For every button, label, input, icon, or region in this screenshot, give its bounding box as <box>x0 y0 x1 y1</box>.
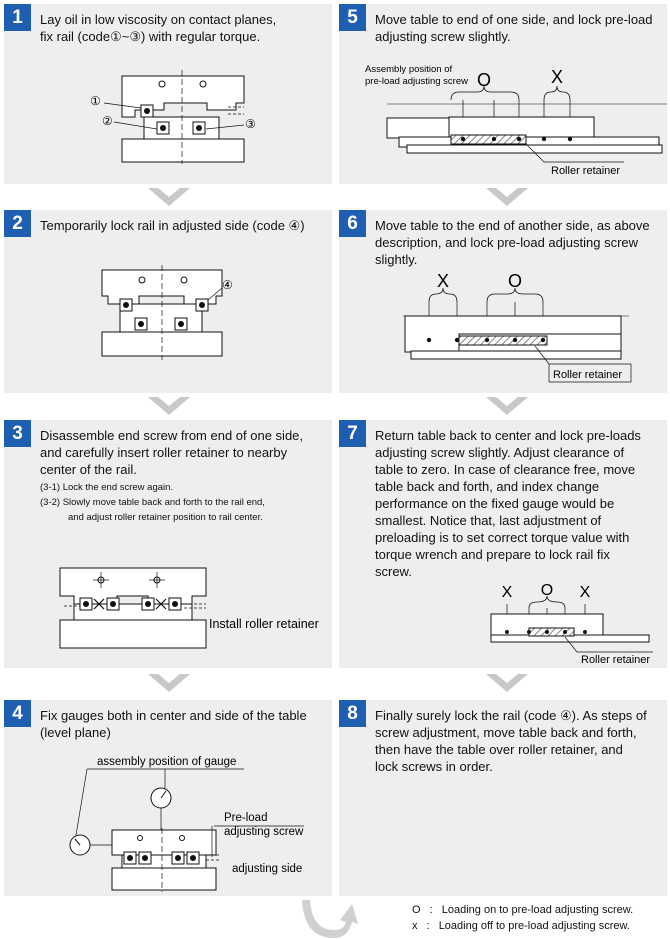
step-title: Temporarily lock rail in adjusted side (code ④) <box>40 218 305 233</box>
down-arrow <box>144 395 194 417</box>
step-3-diagram <box>4 420 332 668</box>
install-retainer-label: Install roller retainer <box>209 617 319 631</box>
step-number: 6 <box>339 210 366 237</box>
code-3-label: ③ <box>245 117 256 131</box>
code-4-label: ④ <box>222 278 233 292</box>
step-4-diagram <box>4 700 332 896</box>
roller-retainer-label: Roller retainer <box>553 369 623 381</box>
step-5-diagram <box>339 4 667 184</box>
return-arrow-icon <box>300 896 360 939</box>
step-number: 1 <box>4 4 31 31</box>
gauge-position-label: assembly position of gauge <box>97 756 237 768</box>
assembly-label: Assembly position of <box>365 64 453 75</box>
preload-label: Pre-load <box>224 812 268 824</box>
step-title: Fix gauges both in center and side of the table (level plane) <box>40 708 307 740</box>
step-title: Disassemble end screw from end of one side, and carefully insert roller retainer to nearby center of the rail. <box>40 428 304 477</box>
step-2-panel <box>4 210 332 393</box>
step-5-panel <box>339 4 667 184</box>
legend-symbol: O <box>412 904 421 916</box>
down-arrow <box>144 672 194 694</box>
load-on-mark: O <box>476 70 492 90</box>
code-1-label: ① <box>90 94 101 108</box>
step-number: 7 <box>339 420 366 447</box>
step-6-diagram <box>339 210 667 393</box>
step-number: 2 <box>4 210 31 237</box>
load-on-mark: O <box>507 271 523 291</box>
step-number: 4 <box>4 700 31 727</box>
legend-text: Loading off to pre-load adjusting screw. <box>438 920 630 932</box>
legend-symbol: x <box>412 920 418 932</box>
step-sub-notes: (3-1) Lock the end screw again. (3-2) Slowly move table back and forth to the rail end, and adjust roller retainer position to rail center. <box>40 482 265 523</box>
step-number: 3 <box>4 420 31 447</box>
legend-text: Loading on to pre-load adjusting screw. <box>441 904 634 916</box>
step-1-panel <box>4 4 332 184</box>
down-arrow <box>482 395 532 417</box>
step-number: 5 <box>339 4 366 31</box>
code-2-label: ② <box>102 114 113 128</box>
step-title: Finally surely lock the rail (code ④). As steps of screw adjustment, move table back and forth, then have the table over roller retainer, and lock screws in order. <box>375 708 647 774</box>
legend-on: O : Loading on to pre-load adjusting screw. <box>412 904 634 916</box>
down-arrow <box>482 672 532 694</box>
step-7-diagram <box>339 420 667 668</box>
step-4-panel <box>4 700 332 896</box>
preload-label-2: adjusting screw <box>224 826 304 838</box>
step-8-panel <box>339 700 667 896</box>
step-7-panel <box>339 420 667 668</box>
load-off-mark: X <box>550 67 564 87</box>
step-title: Move table to end of one side, and lock pre-load adjusting screw slightly. <box>375 12 653 44</box>
adjusting-side-label: adjusting side <box>232 863 303 875</box>
roller-retainer-label: Roller retainer <box>551 165 621 177</box>
step-1-diagram <box>4 4 332 184</box>
load-on-mark: O <box>540 582 554 599</box>
step-title: Lay oil in low viscosity on contact planes, fix rail (code①~③) with regular torque. <box>40 12 277 44</box>
load-off-mark: X <box>501 584 513 601</box>
down-arrow <box>144 186 194 208</box>
step-6-panel <box>339 210 667 393</box>
load-off-mark: X <box>436 271 450 291</box>
step-2-diagram <box>4 210 332 393</box>
load-off-mark-2: X <box>579 584 591 601</box>
step-title: Return table back to center and lock pre-loads adjusting screw slightly. Adjust clearance of table to zero. In case of clearance free, move table back and forth, and index change performance on the fixed gauge would be smallest. Notice that, last adjustment of preloading is to set correct torque value with torque wrench and prepare to lock rail fix screw. <box>375 428 641 579</box>
step-3-panel <box>4 420 332 668</box>
step-title: Move table to the end of another side, as above description, and lock pre-load adjusting screw slightly. <box>375 218 650 267</box>
step-number: 8 <box>339 700 366 727</box>
down-arrow <box>482 186 532 208</box>
roller-retainer-label: Roller retainer <box>581 654 651 666</box>
assembly-label-2: pre-load adjusting screw <box>365 76 468 87</box>
legend-off: x : Loading off to pre-load adjusting screw. <box>412 920 630 932</box>
